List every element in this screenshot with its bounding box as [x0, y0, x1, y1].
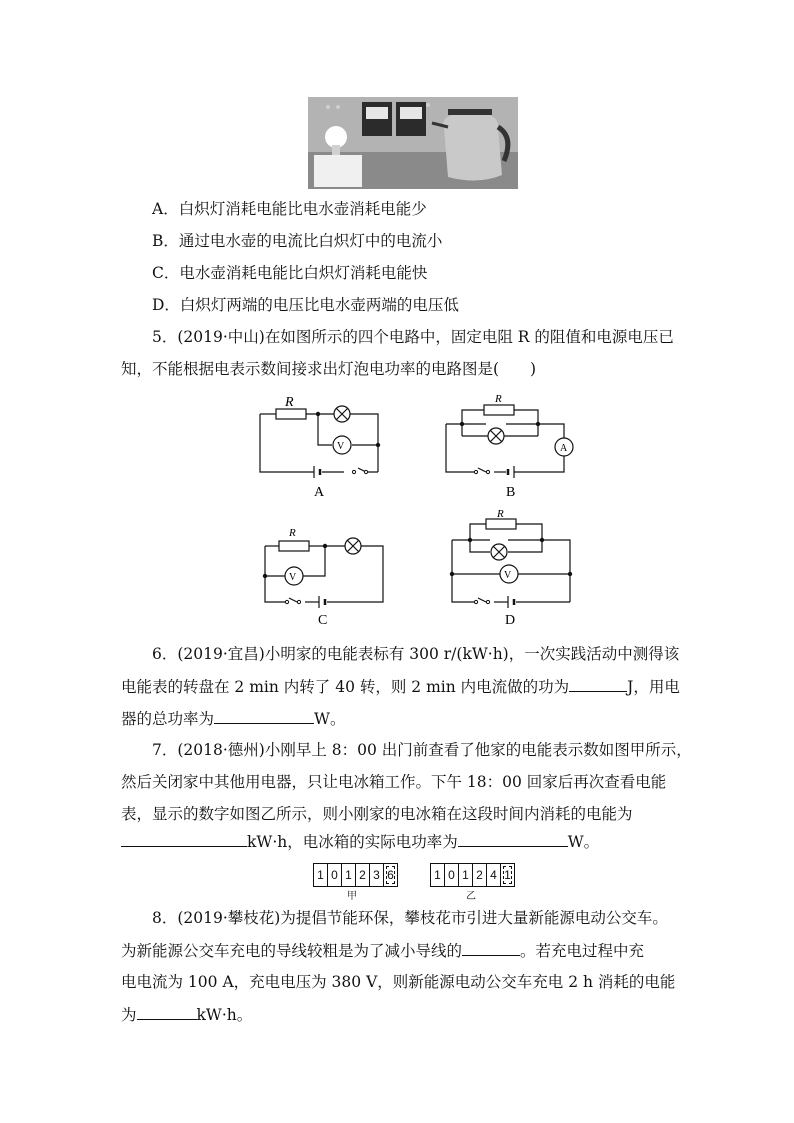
answer-blank-fridge-power: [458, 830, 568, 847]
answer-blank-bus-energy: [137, 1003, 197, 1020]
option-d: D．白炽灯两端的电压比电水壶两端的电压低: [152, 296, 459, 314]
question-6-line-2-text: 电能表的转盘在 2 min 内转了 40 转，则 2 min 内电流做的功为: [121, 678, 570, 696]
meter-digit: 1: [342, 864, 356, 886]
question-7-line-4-unit: W。: [567, 833, 600, 851]
meter-digit: 2: [473, 864, 487, 886]
question-5-line-1: 5．(2019·中山)在如图所示的四个电路中，固定电阻 R 的阻值和电源电压已: [152, 328, 674, 346]
answer-blank-power: [214, 707, 314, 724]
question-6-line-3-unit: W。: [314, 710, 346, 728]
question-7-line-4: [121, 830, 599, 853]
question-6-line-2-unit: J，用电: [627, 678, 680, 696]
voltmeter-label: V: [337, 441, 345, 452]
question-7-line-4-text: kW·h，电冰箱的实际电功率为: [247, 833, 458, 851]
circuit-d-label: D: [505, 613, 516, 628]
resistor-label: R: [289, 527, 296, 539]
meter-digit: 2: [356, 864, 370, 886]
answer-blank-resistance: [462, 939, 520, 956]
question-8-line-2-tail: 。若充电过程中充: [520, 942, 645, 960]
resistor-label: R: [285, 396, 294, 410]
circuit-c-label: C: [318, 613, 328, 628]
question-6-line-2: [121, 675, 680, 698]
circuit-d: [446, 508, 586, 630]
question-5-line-2: 知，不能根据电表示数间接求出灯泡电功率的电路图是( ): [121, 360, 537, 378]
meter-yi: [430, 863, 515, 887]
ammeter-label: A: [560, 443, 568, 454]
answer-blank-work: [569, 675, 627, 692]
meter-digit: 0: [445, 864, 459, 886]
circuit-a: [250, 396, 390, 502]
voltmeter-label: V: [289, 572, 297, 583]
circuit-a-label: A: [314, 485, 325, 500]
question-8-line-4-text: 为: [121, 1006, 137, 1024]
meter-digit: 4: [487, 864, 501, 886]
meter-yi-label: 乙: [466, 891, 476, 902]
resistor-label: R: [495, 393, 502, 405]
question-6-line-3: [121, 707, 345, 730]
meter-jia-label: 甲: [347, 891, 357, 902]
circuit-c: [255, 524, 395, 630]
option-c: C．电水壶消耗电能比白炽灯消耗电能快: [152, 264, 428, 282]
question-6-line-1: 6．(2019·宜昌)小明家的电能表标有 300 r/(kW·h)，一次实践活动中测得该: [152, 645, 680, 663]
question-6-line-3-text: 器的总功率为: [121, 710, 215, 728]
meter-digit: 1: [431, 864, 445, 886]
question-7-line-1: 7．(2018·德州)小刚早上 8：00 出门前查看了他家的电能表示数如图甲所示，: [152, 741, 692, 759]
voltmeter-label: V: [504, 570, 512, 581]
circuit-b-label: B: [506, 485, 516, 500]
option-b: B．通过电水壶的电流比白炽灯中的电流小: [152, 232, 443, 250]
question-7-line-2: 然后关闭家中其他用电器，只让电冰箱工作。下午 18：00 回家后再次查看电能: [121, 773, 667, 791]
meter-digit: 0: [328, 864, 342, 886]
question-8-line-4-unit: kW·h。: [196, 1006, 253, 1024]
experiment-photo: [308, 97, 518, 189]
meter-digit: 3: [370, 864, 384, 886]
question-7-line-3: 表，显示的数字如图乙所示，则小刚家的电冰箱在这段时间内消耗的电能为: [121, 805, 633, 823]
question-8-line-3: 电电流为 100 A，充电电压为 380 V，则新能源电动公交车充电 2 h 消耗的电能: [121, 973, 676, 991]
meter-digit: 1: [314, 864, 328, 886]
question-8-line-1: 8．(2019·攀枝花)为提倡节能环保，攀枝花市引进大量新能源电动公交车。: [152, 909, 668, 927]
question-8-line-2-text: 为新能源公交车充电的导线较粗是为了减小导线的: [121, 942, 463, 960]
circuit-b: [440, 390, 580, 502]
question-8-line-4: [121, 1003, 252, 1026]
experiment-photo-drawing: [308, 97, 518, 189]
answer-blank-energy: [121, 830, 247, 847]
meter-digit-decimal: 1: [501, 864, 514, 886]
meter-jia: [313, 863, 398, 887]
resistor-label: R: [497, 508, 504, 520]
meter-digit: 1: [459, 864, 473, 886]
meter-digit-decimal: 6: [384, 864, 397, 886]
option-a: A．白炽灯消耗电能比电水壶消耗电能少: [152, 200, 427, 218]
question-8-line-2: [121, 939, 644, 962]
